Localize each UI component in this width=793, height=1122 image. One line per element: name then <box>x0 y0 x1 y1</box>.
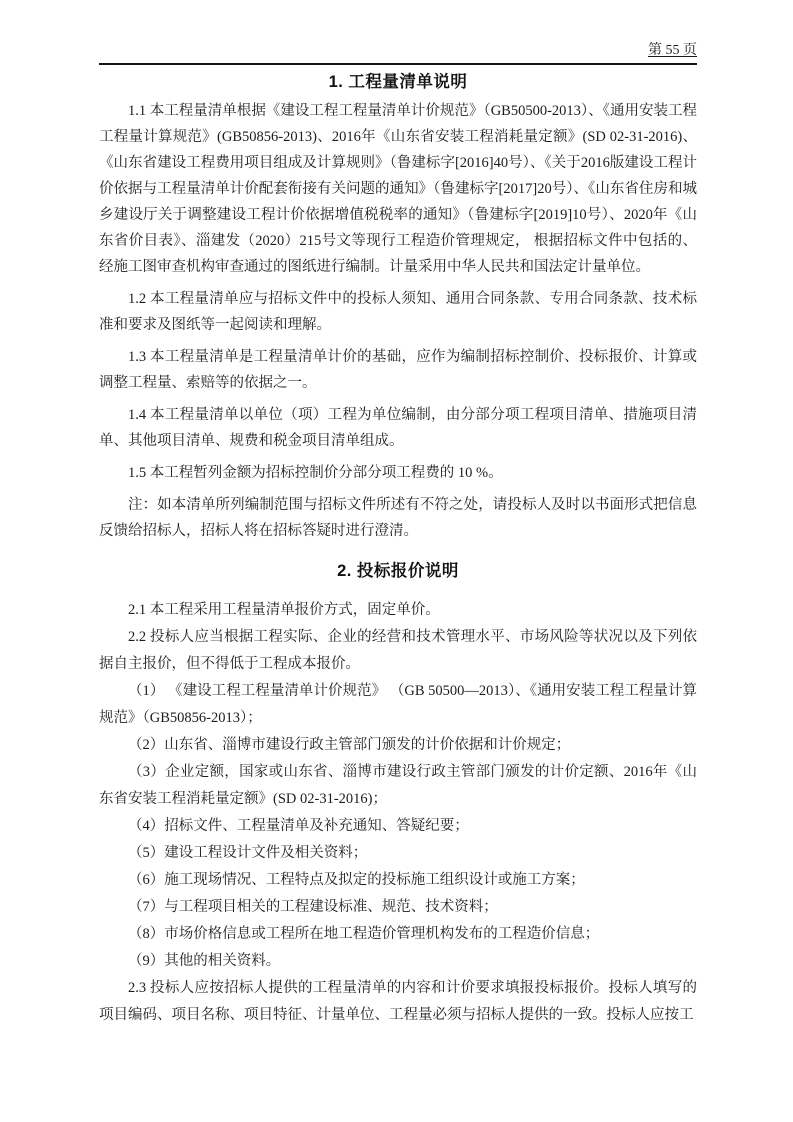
list-item-3: （3）企业定额，国家或山东省、淄博市建设行政主管部门颁发的计价定额、2016年《山东省安装工程消耗量定额》(SD 02-31-2016)； <box>99 764 697 807</box>
list-item-2: （2）山东省、淄博市建设行政主管部门颁发的计价依据和计价规定； <box>128 737 571 753</box>
paragraph-1-2: 1.2 本工程量清单应与招标文件中的投标人须知、通用合同条款、专用合同条款、技术标准和要求及图纸等一起阅读和理解。 <box>99 291 697 333</box>
list-item-6: （6）施工现场情况、工程特点及拟定的投标施工组织设计或施工方案； <box>128 872 585 888</box>
paragraph-1-1: 1.1 本工程量清单根据《建设工程工程量清单计价规范》（GB50500-2013）、《通用安装工程工程量计算规范》(GB50856-2013)、2016年《山东省安装工程消耗量定额》(SD 02-31-2016)、《山东省建设工程费用项目组成及计算规则》（鲁建标字[2016]40号）、《关于2016版建设工程计价依据与工程量清单计价配套衔接有关问题的通知》（鲁建标字[2017]20号）、《山东省住房和城乡建设厅关于调整建设工程计价依据增值税税率的通知》（鲁建标字[2019]10号）、2020年《山东省价目表》、淄建发（2020）215号文等现行工程造价管理规定， 根据招标文件中包括的、经施工图审查机构审查通过的图纸进行编制。计量采用中华人民共和国法定计量单位。 <box>99 103 697 275</box>
section-1-title: 1. 工程量清单说明 <box>328 73 468 91</box>
list-item-7: （7）与工程项目相关的工程建设标准、规范、技术资料； <box>128 899 498 915</box>
paragraph-1-3: 1.3 本工程量清单是工程量清单计价的基础，应作为编制招标控制价、投标报价、计算或调整工程量、索赔等的依据之一。 <box>99 349 697 391</box>
list-item-8: （8）市场价格信息或工程所在地工程造价管理机构发布的工程造价信息； <box>128 926 600 942</box>
section-boq-notes <box>99 69 697 544</box>
paragraph-2-3: 2.3 投标人应按招标人提供的工程量清单的内容和计价要求填报投标报价。投标人填写的项目编码、项目名称、项目特征、计量单位、工程量必须与招标人提供的一致。投标人应按工 <box>99 980 697 1023</box>
page-number: 第 55 页 <box>648 43 697 58</box>
paragraph-1-4: 1.4 本工程量清单以单位（项）工程为单位编制，由分部分项工程项目清单、措施项目清单、其他项目清单、规费和税金项目清单组成。 <box>99 407 697 449</box>
paragraph-1-note: 注：如本清单所列编制范围与招标文件所述有不符之处，请投标人及时以书面形式把信息反馈给招标人，招标人将在招标答疑时进行澄清。 <box>99 497 697 539</box>
paragraph-1-5: 1.5 本工程暂列金额为招标控制价分部分项工程费的 10 %。 <box>128 465 503 481</box>
paragraph-2-1: 2.1 本工程采用工程量清单报价方式，固定单价。 <box>128 602 440 618</box>
list-item-4: （4）招标文件、工程量清单及补充通知、答疑纪要； <box>128 818 469 834</box>
paragraph-2-2: 2.2 投标人应当根据工程实际、企业的经营和技术管理水平、市场风险等状况以及下列依据自主报价，但不得低于工程成本报价。 <box>99 629 697 672</box>
page-header <box>99 40 697 65</box>
list-item-9: （9）其他的相关资料。 <box>128 953 281 969</box>
list-item-1: （1） 《建设工程工程量清单计价规范》 （GB 50500—2013）、《通用安装工程工程量计算规范》（GB50856-2013）； <box>99 683 697 726</box>
section-bid-price-notes <box>99 557 697 1029</box>
section-2-title: 2. 投标报价说明 <box>337 562 459 580</box>
list-item-5: （5）建设工程设计文件及相关资料； <box>128 845 368 861</box>
